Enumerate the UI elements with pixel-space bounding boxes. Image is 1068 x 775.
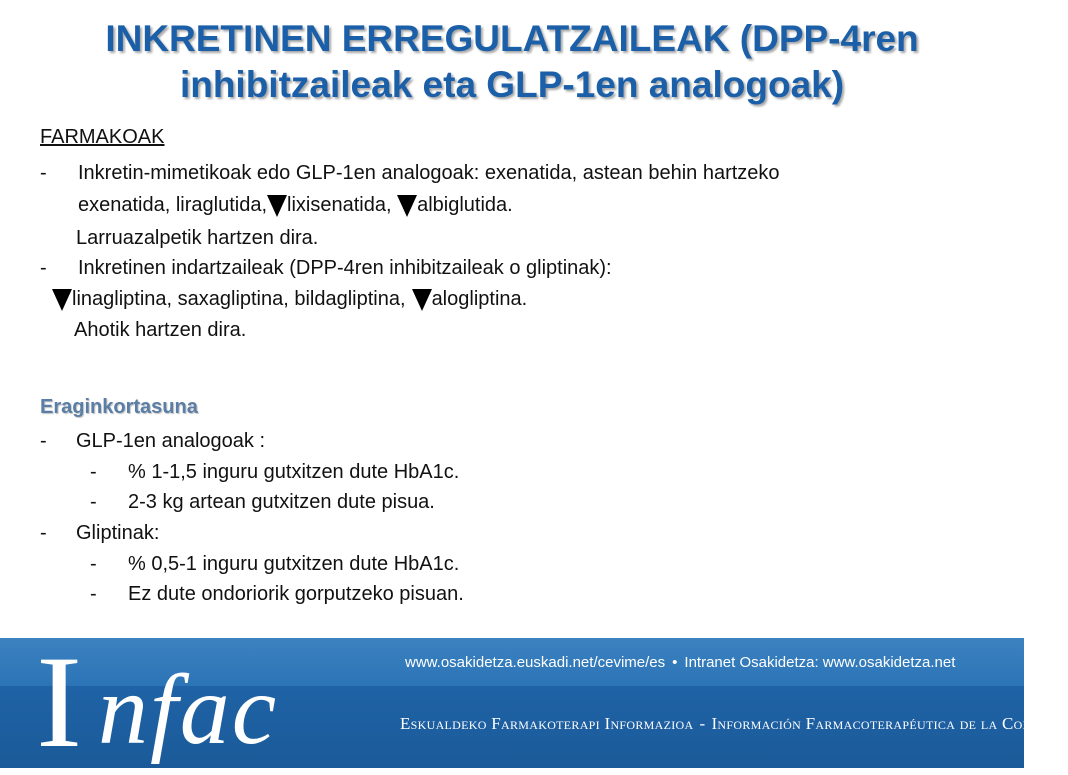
black-triangle-icon <box>412 289 432 311</box>
logo-rest: nfac <box>98 654 279 765</box>
intranet-link[interactable]: Intranet Osakidetza: www.osakidetza.net <box>684 654 956 671</box>
title-line-2: inhibitzaileak eta GLP-1en analogoak) <box>179 64 845 105</box>
bullet1-line2-a: exenatida, liraglutida, <box>78 194 268 216</box>
footer-tagline <box>400 714 1068 734</box>
tagline-spanish: Información Farmacoterapéutica de la Comarca <box>711 714 1068 733</box>
bullet-dash: - <box>40 522 47 544</box>
bullet-dash: - <box>40 257 47 279</box>
glp1-item-2: 2-3 kg artean gutxitzen dute pisua. <box>128 491 435 513</box>
tagline-basque: Eskualdeko Farmakoterapi Informazioa <box>400 714 694 733</box>
bullet2-line2 <box>52 286 527 312</box>
bullet2-line2-b: alogliptina. <box>431 288 528 310</box>
sub-dash: - <box>90 461 97 483</box>
osakidetza-cevime-link[interactable]: www.osakidetza.euskadi.net/cevime/es <box>405 654 666 671</box>
bullet2-note: Ahotik hartzen dira. <box>74 319 247 341</box>
glp1-label: GLP-1en analogoak : <box>76 430 266 452</box>
bullet-dash: - <box>40 162 47 184</box>
sub-dash: - <box>90 553 97 575</box>
page-title <box>0 16 1024 108</box>
bullet1-line2-b: lixisenatida, <box>287 194 392 216</box>
glp1-item-1: % 1-1,5 inguru gutxitzen dute HbA1c. <box>128 461 460 483</box>
infac-logo <box>36 628 336 775</box>
gliptinak-item-1: % 0,5-1 inguru gutxitzen dute HbA1c. <box>128 553 460 575</box>
title-line-1: INKRETINEN ERREGULATZAILEAK (DPP-4ren <box>105 18 919 59</box>
eraginkortasuna-heading: Eraginkortasuna <box>40 396 198 418</box>
bullet-dash: - <box>40 430 47 452</box>
black-triangle-icon <box>267 195 287 217</box>
gliptinak-label: Gliptinak: <box>76 522 160 544</box>
logo-initial: I <box>36 628 83 775</box>
black-triangle-icon <box>52 289 72 311</box>
bullet2-line2-a: linagliptina, saxagliptina, bildagliptina, <box>72 288 406 310</box>
bullet1-line2 <box>78 192 513 218</box>
url-separator: • <box>672 654 678 671</box>
bullet2-line1: Inkretinen indartzaileak (DPP-4ren inhibitzaileak o gliptinak): <box>78 257 612 279</box>
footer-banner <box>0 628 1068 775</box>
footer-links <box>405 654 1015 671</box>
sub-dash: - <box>90 491 97 513</box>
bullet1-line1: Inkretin-mimetikoak edo GLP-1en analogoak: exenatida, astean behin hartzeko <box>78 162 780 184</box>
farmakoak-heading: FARMAKOAK <box>40 126 165 148</box>
bullet1-line2-c: albiglutida. <box>417 194 513 216</box>
tagline-separator: - <box>699 714 706 733</box>
black-triangle-icon <box>397 195 417 217</box>
gliptinak-item-2: Ez dute ondoriorik gorputzeko pisuan. <box>128 583 464 605</box>
sub-dash: - <box>90 583 97 605</box>
bullet1-note: Larruazalpetik hartzen dira. <box>76 227 319 249</box>
